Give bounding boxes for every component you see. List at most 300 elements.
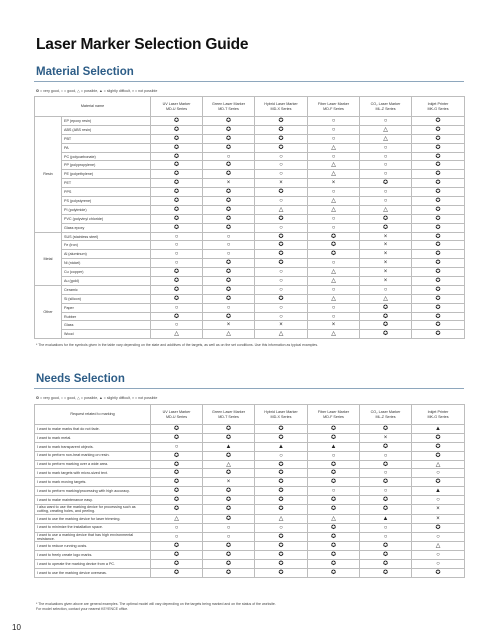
rating-symbol: ✪ [412,152,465,161]
rating-symbol: △ [308,205,360,214]
needs-column-header [151,405,203,425]
material-column-header [412,97,465,117]
table-row [35,170,465,179]
needs-column-header [412,405,465,425]
rating-symbol: ✪ [203,312,255,321]
column-header-series: MD-T Series [218,414,239,419]
table-row [35,134,465,143]
rating-symbol: ✪ [203,223,255,232]
request-text: I want to make maintenance easy. [35,496,151,505]
request-text: I want to perform non-heat marking on resin. [35,451,151,460]
rating-symbol: ✪ [255,551,308,560]
column-header-series: MD-X Series [270,414,292,419]
rating-symbol: ○ [308,117,360,126]
rating-symbol: ✪ [151,117,203,126]
rating-symbol: ✪ [203,125,255,134]
rating-symbol: ▲ [255,442,308,451]
rating-symbol: ✪ [412,197,465,206]
rating-symbol: ✪ [308,460,360,469]
rating-symbol: ✪ [151,312,203,321]
rating-symbol: ✪ [151,569,203,578]
table-row [35,179,465,188]
rating-symbol: ▲ [412,425,465,434]
rating-symbol: ○ [308,259,360,268]
rating-symbol: ✪ [360,442,412,451]
rating-symbol: △ [308,514,360,523]
rating-symbol: ✪ [203,197,255,206]
rating-symbol: △ [308,197,360,206]
table-row [35,303,465,312]
needs-table [34,404,465,578]
rating-symbol: ✪ [255,143,308,152]
rating-symbol: ✪ [308,425,360,434]
table-row [35,250,465,259]
rating-symbol: × [360,241,412,250]
rating-symbol: ✪ [412,433,465,442]
rating-symbol: × [412,505,465,515]
table-row [35,277,465,286]
column-header-series: MD-X Series [270,106,292,111]
rating-symbol: ✪ [255,250,308,259]
rating-symbol: ○ [308,487,360,496]
rating-symbol: ✪ [151,560,203,569]
rating-symbol: ✪ [308,241,360,250]
request-text: I want to use the marking device overseas. [35,569,151,578]
rating-symbol: ○ [308,451,360,460]
rating-symbol: ▲ [203,442,255,451]
needs-column-header [255,405,308,425]
column-header-series: MD-T Series [218,106,239,111]
rating-symbol: × [255,179,308,188]
table-row [35,214,465,223]
rating-symbol: ○ [360,152,412,161]
rating-symbol: △ [308,161,360,170]
rating-symbol: ✪ [203,134,255,143]
rating-symbol: ✪ [255,569,308,578]
rating-symbol: ✪ [255,487,308,496]
rating-symbol: ○ [308,285,360,294]
material-name: Si (silicon) [62,294,151,303]
rating-symbol: △ [308,268,360,277]
column-header-series: MD-U Series [165,414,188,419]
table-row [35,268,465,277]
table-row [35,117,465,126]
rating-symbol: ✪ [308,469,360,478]
rating-symbol: ✪ [151,460,203,469]
request-text: I want to mark transparent objects. [35,442,151,451]
column-header-product: Hybrid Laser Marker [264,409,298,414]
rating-symbol: ✪ [360,303,412,312]
material-name: PP (polypropylene) [62,161,151,170]
table-row [35,152,465,161]
rating-symbol: ✪ [151,214,203,223]
rating-symbol: ✪ [412,170,465,179]
material-column-header [203,97,255,117]
rating-symbol: ○ [203,532,255,542]
rating-symbol: ○ [360,117,412,126]
rating-symbol: ○ [360,469,412,478]
rating-symbol: ○ [255,223,308,232]
rating-symbol: ○ [203,152,255,161]
table-row [35,197,465,206]
rating-symbol: ✪ [412,117,465,126]
rating-symbol: ✪ [203,268,255,277]
rating-symbol: ✪ [360,223,412,232]
rating-symbol: ✪ [360,460,412,469]
needs-column-header [203,405,255,425]
rating-symbol: × [412,514,465,523]
rating-symbol: ✪ [151,542,203,551]
rating-symbol: △ [308,294,360,303]
rating-symbol: ○ [255,285,308,294]
rating-symbol: ✪ [151,134,203,143]
request-text: I want to mark moving targets. [35,478,151,487]
rating-symbol: ✪ [203,143,255,152]
rating-symbol: ✪ [412,179,465,188]
rating-symbol: ✪ [255,542,308,551]
column-header-product: CO₂ Laser Marker [370,409,401,414]
rating-symbol: ✪ [203,170,255,179]
rating-symbol: ✪ [412,259,465,268]
rating-symbol: ✪ [412,569,465,578]
rating-symbol: ✪ [203,542,255,551]
rating-symbol: ○ [308,152,360,161]
rating-symbol: ○ [360,285,412,294]
rating-symbol: ✪ [255,425,308,434]
needs-header-row [35,405,465,425]
rating-symbol: ✪ [412,161,465,170]
rating-symbol: ✪ [255,469,308,478]
material-column-header [360,97,412,117]
rating-symbol: △ [360,125,412,134]
material-group-label: Other [35,285,62,338]
rating-symbol: ✪ [360,551,412,560]
rating-symbol: ✪ [360,505,412,515]
table-row [35,188,465,197]
rating-symbol: ✪ [203,496,255,505]
material-name: ABS (ABS resin) [62,125,151,134]
rating-symbol: ○ [308,125,360,134]
rating-symbol: ○ [151,232,203,241]
rating-symbol: ✪ [412,478,465,487]
material-name: Glass [62,321,151,330]
rating-symbol: ✪ [412,268,465,277]
rating-symbol: △ [308,170,360,179]
material-name: PE (polyethylene) [62,170,151,179]
rating-symbol: ✪ [255,259,308,268]
rating-symbol: △ [308,143,360,152]
rating-symbol: ✪ [412,303,465,312]
rating-symbol: △ [255,205,308,214]
needs-legend: ✪ = very good, ○ = good, △ = possible, ▲ = slightly difficult, × = not possible [36,396,158,400]
rating-symbol: ✪ [255,214,308,223]
request-text: I want to perform marking/processing with high accuracy. [35,487,151,496]
table-row [35,241,465,250]
table-row [35,532,465,542]
rating-symbol: ✪ [203,259,255,268]
table-row [35,460,465,469]
rating-symbol: ○ [151,442,203,451]
rating-symbol: × [360,232,412,241]
material-name: Ni (nickel) [62,259,151,268]
request-text: I want to operate the marking device from a PC. [35,560,151,569]
rating-symbol: ✪ [360,560,412,569]
column-header-product: Fiber Laser Marker [317,409,350,414]
material-name: PPS [62,188,151,197]
rating-symbol: ✪ [203,433,255,442]
material-group-label: Resin [35,117,62,233]
rating-symbol: ○ [412,560,465,569]
rating-symbol: ○ [360,532,412,542]
column-header-series: MD-U Series [165,106,188,111]
rating-symbol: ▲ [412,487,465,496]
rating-symbol: × [203,179,255,188]
rating-symbol: ✪ [203,505,255,515]
column-header-product: Green Laser Marker [212,101,245,106]
material-name: Fe (iron) [62,241,151,250]
rating-symbol: ✪ [151,143,203,152]
material-footnote: * The evaluations for the symbols given in the table vary depending on the state and additives of the targets, as well as on the set conditions. Use this information as typical examples. [36,343,319,347]
rating-symbol: ○ [308,188,360,197]
table-row [35,487,465,496]
rating-symbol: ✪ [412,312,465,321]
column-header-series: MD-F Series [323,106,344,111]
rating-symbol: ✪ [412,134,465,143]
rating-symbol: △ [255,514,308,523]
rating-symbol: ○ [308,223,360,232]
column-header-product: UV Laser Marker [162,101,191,106]
rating-symbol: ✪ [203,514,255,523]
table-row [35,496,465,505]
rating-symbol: △ [151,330,203,339]
table-row [35,285,465,294]
column-header-series: ML-Z Series [375,414,396,419]
rating-symbol: ○ [255,303,308,312]
table-row [35,143,465,152]
material-name: EP (epoxy resin) [62,117,151,126]
rating-symbol: ✪ [151,451,203,460]
rating-symbol: ○ [203,303,255,312]
rating-symbol: ○ [203,241,255,250]
rating-symbol: ○ [151,259,203,268]
rating-symbol: ✪ [203,294,255,303]
rating-symbol: ✪ [308,569,360,578]
rating-symbol: ○ [412,496,465,505]
rating-symbol: ○ [412,532,465,542]
rating-symbol: ✪ [255,478,308,487]
rating-symbol: ✪ [412,214,465,223]
material-name: Ceramic [62,285,151,294]
rating-symbol: ✪ [360,542,412,551]
page-title: Laser Marker Selection Guide [36,36,249,53]
rating-symbol: △ [203,460,255,469]
rating-symbol: ✪ [151,285,203,294]
rating-symbol: ○ [255,170,308,179]
request-text: I want to mark targets with micro-sized text. [35,469,151,478]
table-row [35,469,465,478]
rating-symbol: ○ [360,143,412,152]
rating-symbol: ✪ [412,250,465,259]
rating-symbol: ✪ [151,161,203,170]
rating-symbol: ✪ [308,496,360,505]
rating-symbol: ✪ [203,569,255,578]
rating-symbol: ✪ [203,205,255,214]
rating-symbol: ○ [360,197,412,206]
material-column-header [308,97,360,117]
table-row [35,442,465,451]
material-name: PS (polystyrene) [62,197,151,206]
rating-symbol: × [308,321,360,330]
material-name-header: Material name [35,97,151,117]
column-header-product: Green Laser Marker [212,409,245,414]
request-text: I want to mark metal. [35,433,151,442]
rating-symbol: ○ [412,469,465,478]
rating-symbol: ○ [412,551,465,560]
table-row [35,161,465,170]
rating-symbol: ✪ [360,330,412,339]
rating-symbol: ○ [360,451,412,460]
rating-symbol: ✪ [255,125,308,134]
request-text: I want to perform marking over a wide area. [35,460,151,469]
material-name: PA [62,143,151,152]
rating-symbol: ✪ [412,188,465,197]
request-text: I also want to use the marking device for processing such as cutting, creating holes, and peeling. [35,505,151,515]
rating-symbol: ○ [203,250,255,259]
needs-column-header [308,405,360,425]
page-number: 10 [12,623,21,632]
material-name: Glass epoxy [62,223,151,232]
table-row [35,478,465,487]
rating-symbol: × [203,478,255,487]
rating-symbol: ✪ [151,197,203,206]
rating-symbol: △ [151,514,203,523]
rating-symbol: × [308,179,360,188]
rating-symbol: ✪ [255,560,308,569]
rating-symbol: ○ [308,303,360,312]
rating-symbol: ○ [255,277,308,286]
needs-section-rule [34,388,464,389]
rating-symbol: △ [360,134,412,143]
rating-symbol: ✪ [151,551,203,560]
rating-symbol: ✪ [308,250,360,259]
column-header-product: UV Laser Marker [162,409,191,414]
rating-symbol: × [360,268,412,277]
rating-symbol: ○ [255,523,308,532]
request-text: I want to reduce running costs. [35,542,151,551]
rating-symbol: ✪ [308,523,360,532]
rating-symbol: ✪ [151,469,203,478]
request-text: I want to freely create logo marks. [35,551,151,560]
material-name: Wood [62,330,151,339]
rating-symbol: ○ [151,250,203,259]
needs-section-title: Needs Selection [36,373,125,385]
rating-symbol: ✪ [308,505,360,515]
table-row [35,232,465,241]
request-text: I want to use a marking device that has high environmental resistance. [35,532,151,542]
rating-symbol: ✪ [203,117,255,126]
rating-symbol: ✪ [360,425,412,434]
rating-symbol: ○ [360,188,412,197]
needs-footnote-line-2: For model selection, contact your nearest KEYENCE office. [36,607,129,611]
table-row [35,223,465,232]
rating-symbol: ✪ [151,505,203,515]
rating-symbol: ✪ [360,569,412,578]
rating-symbol: ✪ [360,496,412,505]
table-row [35,433,465,442]
rating-symbol: ✪ [203,451,255,460]
rating-symbol: ○ [360,170,412,179]
material-column-header [255,97,308,117]
rating-symbol: ✪ [255,294,308,303]
rating-symbol: ✪ [412,223,465,232]
request-text: I want to make marks that do not fade. [35,425,151,434]
rating-symbol: ✪ [308,478,360,487]
rating-symbol: ✪ [151,205,203,214]
rating-symbol: ✪ [360,478,412,487]
rating-symbol: ✪ [308,560,360,569]
table-row [35,425,465,434]
rating-symbol: ✪ [203,161,255,170]
rating-symbol: △ [308,277,360,286]
column-header-product: Fiber Laser Marker [317,101,350,106]
rating-symbol: ✪ [360,312,412,321]
needs-column-header [360,405,412,425]
material-legend: ✪ = very good, ○ = good, △ = possible, ▲ = slightly difficult, × = not possible [36,89,158,93]
rating-symbol: ✪ [412,143,465,152]
rating-symbol: ✪ [203,469,255,478]
rating-symbol: ○ [151,303,203,312]
material-name: Au (gold) [62,277,151,286]
column-header-product: Inkjet Printer [427,101,449,106]
rating-symbol: ✪ [308,551,360,560]
rating-symbol: ✪ [151,433,203,442]
column-header-series: ML-Z Series [375,106,396,111]
material-name: PET [62,179,151,188]
rating-symbol: × [255,321,308,330]
table-row [35,542,465,551]
table-row [35,205,465,214]
rating-symbol: ✪ [360,321,412,330]
rating-symbol: ○ [255,268,308,277]
rating-symbol: ✪ [151,188,203,197]
rating-symbol: ○ [360,487,412,496]
material-name: PC (polycarbonate) [62,152,151,161]
rating-symbol: ✪ [308,532,360,542]
rating-symbol: × [360,259,412,268]
rating-symbol: ○ [308,312,360,321]
rating-symbol: ✪ [203,277,255,286]
material-section-rule [34,81,464,82]
rating-symbol: ✪ [255,505,308,515]
column-header-product: Hybrid Laser Marker [264,101,298,106]
material-section-title: Material Selection [36,66,134,78]
rating-symbol: × [360,277,412,286]
column-header-product: CO₂ Laser Marker [370,101,401,106]
rating-symbol: ✪ [255,496,308,505]
rating-symbol: × [360,250,412,259]
rating-symbol: ✪ [151,496,203,505]
rating-symbol: ▲ [360,514,412,523]
material-name: Al (aluminum) [62,250,151,259]
table-row [35,569,465,578]
rating-symbol: ✪ [412,277,465,286]
rating-symbol: ✪ [255,232,308,241]
request-text: I want to minimize the installation space. [35,523,151,532]
rating-symbol: ○ [203,232,255,241]
rating-symbol: ✪ [151,223,203,232]
rating-symbol: ○ [151,532,203,542]
rating-symbol: ○ [360,161,412,170]
